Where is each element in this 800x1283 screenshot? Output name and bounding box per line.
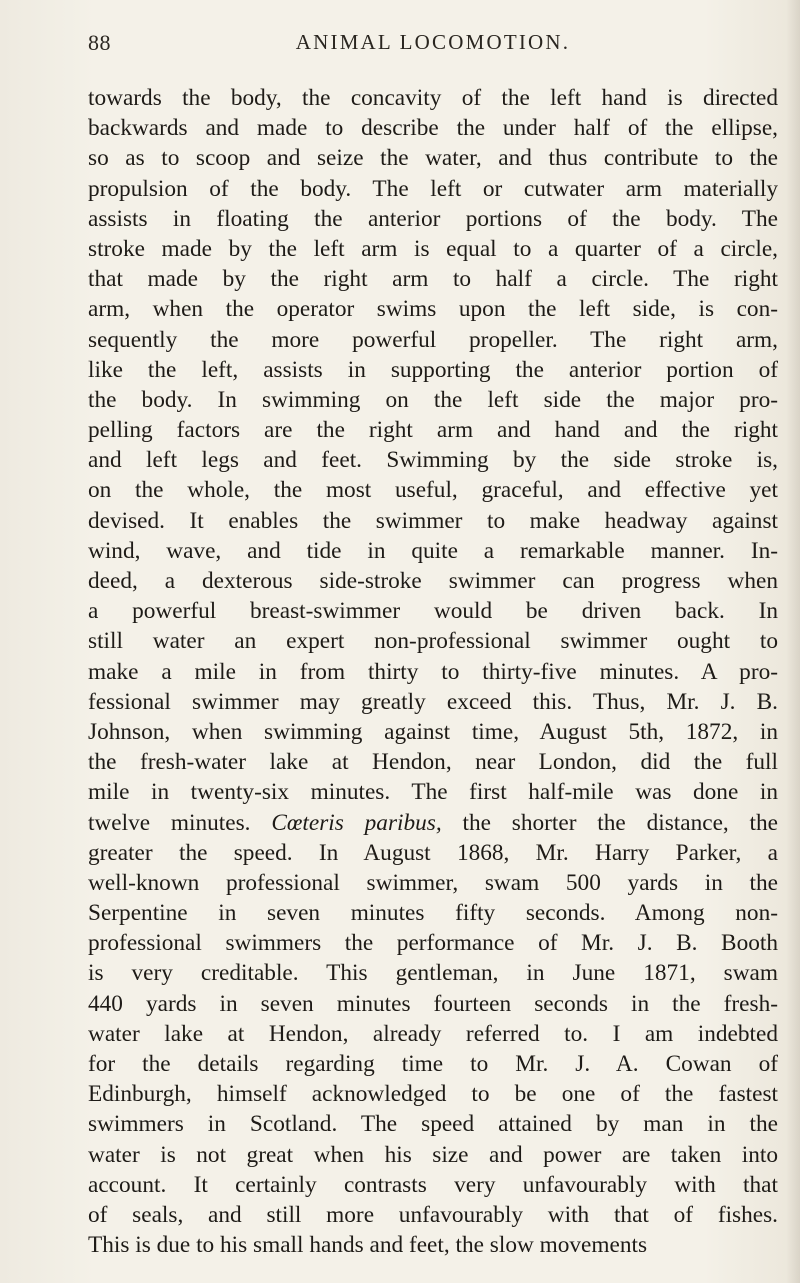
- text-line: like the left, assists in supporting the anterior portion of: [88, 356, 778, 383]
- text-line: devised. It enables the swimmer to make headway against: [88, 507, 778, 534]
- text-line: wind, wave, and tide in quite a remarkable manner. In-: [88, 537, 778, 564]
- text-line: arm, when the operator swims upon the left side, is con-: [88, 296, 778, 323]
- text-line: a powerful breast-swimmer would be driven back. In: [88, 598, 778, 625]
- text-line: make a mile in from thirty to thirty-five minutes. A pro-: [88, 658, 778, 685]
- text-line: for the details regarding time to Mr. J. A. Cowan of: [88, 1051, 778, 1077]
- text-line: Serpentine in seven minutes fifty seconds. Among non-: [88, 900, 778, 927]
- text-line: sequently the more powerful propeller. The right arm,: [88, 326, 778, 353]
- line-tail: the shorter the distance, the: [462, 809, 779, 836]
- text-line: well-known professional swimmer, swam 500 yards in the: [88, 869, 778, 896]
- text-line: of seals, and still more unfavourably with that of fishes.: [88, 1201, 778, 1228]
- text-line: is very creditable. This gentleman, in June 1871, swam: [88, 960, 778, 987]
- page-edge-shadow: [786, 0, 800, 1283]
- text-line: so as to scoop and seize the water, and thus contribute to the: [88, 145, 778, 172]
- text-line: on the whole, the most useful, graceful, and effective yet: [88, 477, 778, 504]
- text-line: Edinburgh, himself acknowledged to be one of the fastest: [88, 1081, 778, 1108]
- text-line: 440 yards in seven minutes fourteen seconds in the fresh-: [88, 990, 778, 1017]
- chapter-header: ANIMAL LOCOMOTION.: [295, 30, 571, 54]
- text-line: greater the speed. In August 1868, Mr. Harry Parker, a: [88, 839, 778, 866]
- page-number: 88: [88, 30, 111, 55]
- text-line: towards the body, the concavity of the left hand is directed: [88, 85, 778, 111]
- text-line: Johnson, when swimming against time, August 5th, 1872, in: [88, 718, 778, 745]
- body-paragraph: [88, 83, 778, 1260]
- text-line: the body. In swimming on the left side the major pro-: [88, 386, 778, 413]
- text-line: the fresh-water lake at Hendon, near London, did the full: [88, 749, 778, 776]
- running-head: [88, 30, 778, 64]
- line-lead: twelve minutes.: [88, 809, 251, 836]
- text-line-mixed: [88, 808, 778, 838]
- text-line: mile in twenty-six minutes. The first half-mile was done in: [88, 779, 778, 806]
- text-line: pelling factors are the right arm and hand and the right: [88, 417, 778, 444]
- text-line: water lake at Hendon, already referred to. I am indebted: [88, 1020, 778, 1047]
- text-line: stroke made by the left arm is equal to a quarter of a circle,: [88, 235, 778, 262]
- text-line: propulsion of the body. The left or cutwater arm materially: [88, 175, 778, 202]
- text-line: assists in floating the anterior portions of the body. The: [88, 205, 778, 232]
- text-line: deed, a dexterous side-stroke swimmer can progress when: [88, 568, 778, 594]
- text-line: still water an expert non-professional swimmer ought to: [88, 628, 778, 655]
- text-line: professional swimmers the performance of Mr. J. B. Booth: [88, 930, 778, 957]
- text-line: that made by the right arm to half a circle. The right: [88, 266, 778, 293]
- text-line: water is not great when his size and power are taken into: [88, 1141, 778, 1168]
- text-line: backwards and made to describe the under half of the ellipse,: [88, 115, 778, 142]
- text-line: This is due to his small hands and feet, the slow movements: [88, 1232, 648, 1259]
- text-line: swimmers in Scotland. The speed attained by man in the: [88, 1111, 778, 1138]
- text-line: fessional swimmer may greatly exceed this. Thus, Mr. J. B.: [88, 688, 778, 715]
- latin-phrase: Cœteris paribus,: [271, 809, 442, 836]
- text-line: and left legs and feet. Swimming by the side stroke is,: [88, 447, 778, 474]
- text-line: account. It certainly contrasts very unfavourably with that: [88, 1171, 778, 1198]
